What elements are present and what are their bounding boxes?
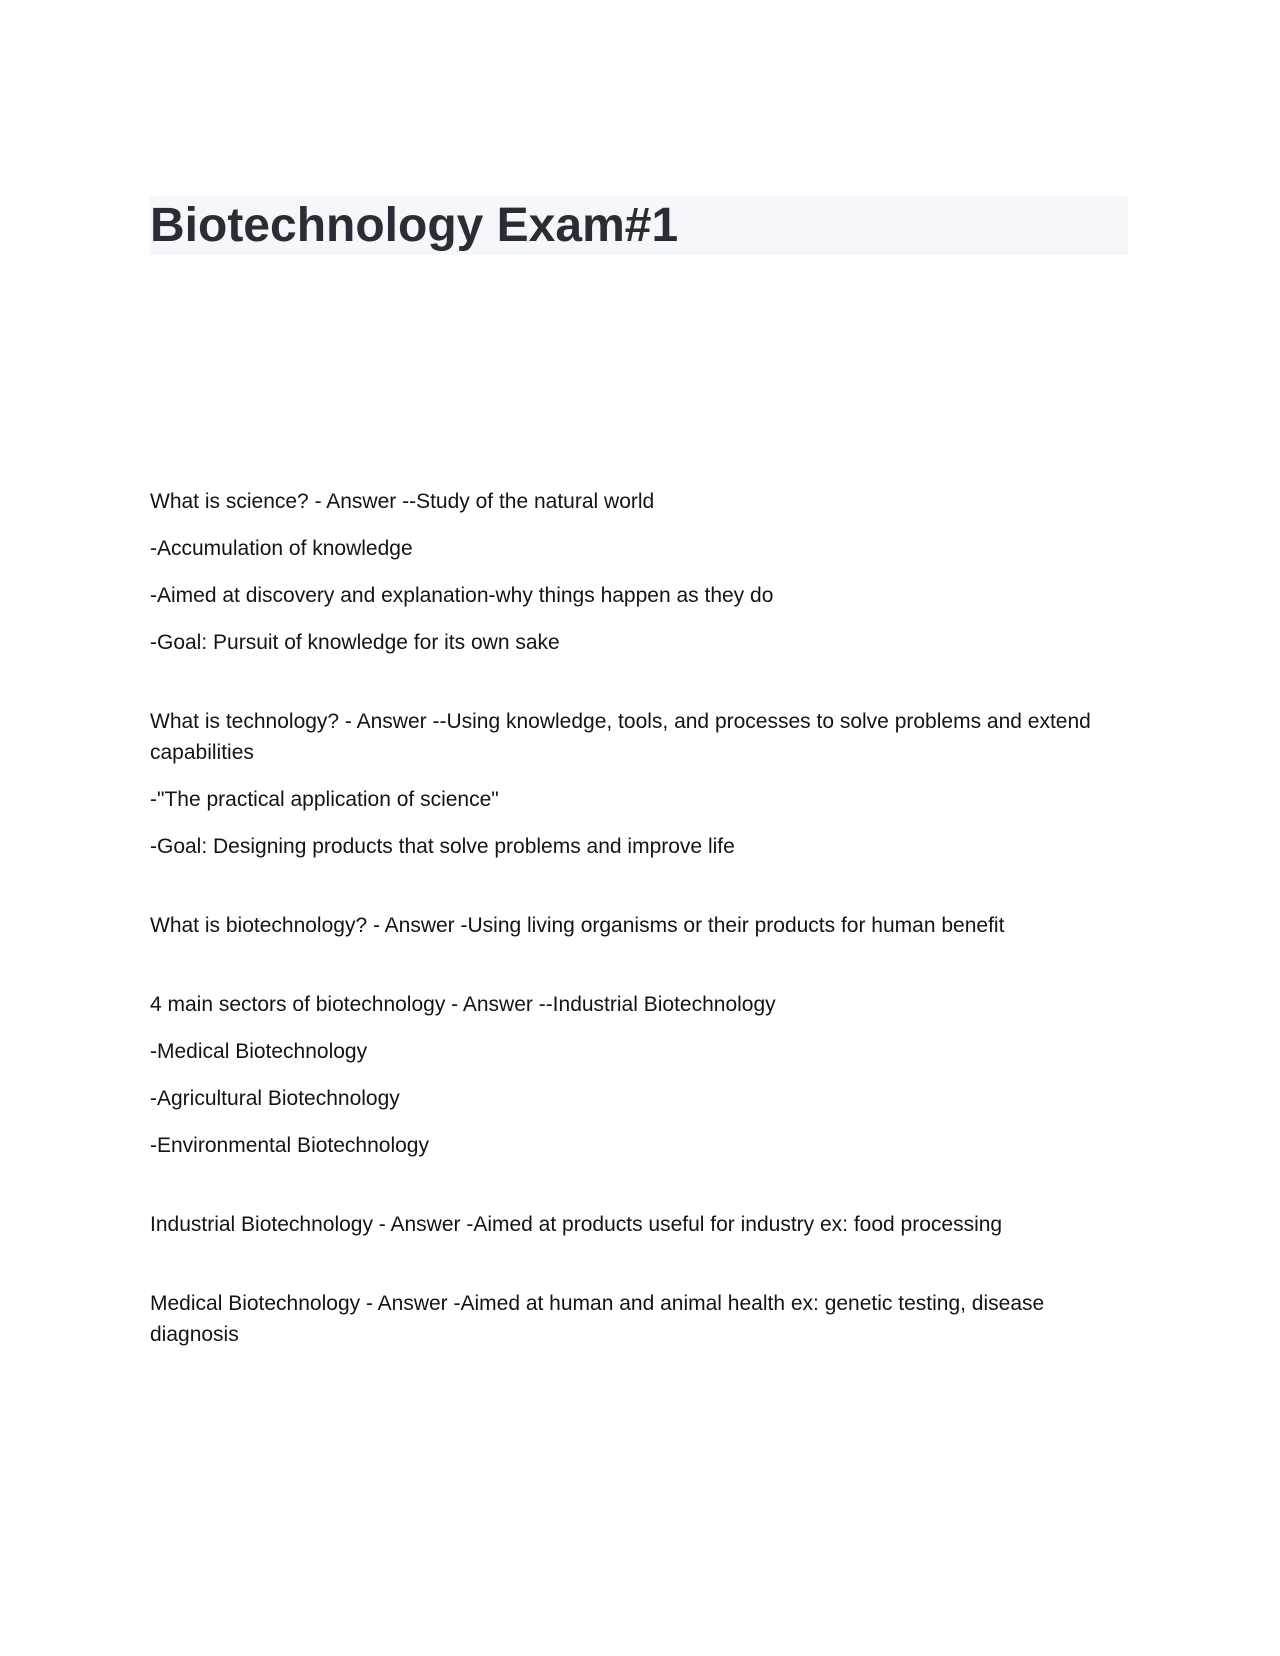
qa-entry-biotechnology [150, 910, 1110, 941]
entry-line: Medical Biotechnology - Answer -Aimed at human and animal health ex: genetic testing, disease diagnosis [150, 1292, 1045, 1346]
entry-line: -"The practical application of science" [150, 788, 499, 811]
document-body [150, 486, 1110, 1398]
qa-entry-industrial [150, 1209, 1110, 1240]
entry-line: -Aimed at discovery and explanation-why things happen as they do [150, 584, 774, 607]
entry-line: What is science? - Answer --Study of the natural world [150, 490, 655, 513]
entry-line: What is biotechnology? - Answer -Using living organisms or their products for human benefit [150, 914, 1005, 937]
entry-line: -Agricultural Biotechnology [150, 1087, 400, 1110]
qa-entry-technology [150, 706, 1110, 862]
qa-entry-sectors [150, 989, 1110, 1161]
entry-line: What is technology? - Answer --Using knowledge, tools, and processes to solve problems and extend capabilities [150, 710, 1091, 764]
qa-entry-medical [150, 1288, 1110, 1350]
document-title: Biotechnology Exam#1 [150, 199, 679, 252]
entry-line: -Medical Biotechnology [150, 1040, 368, 1063]
qa-entry-science [150, 486, 1110, 658]
entry-line: -Goal: Designing products that solve problems and improve life [150, 835, 735, 858]
entry-line: 4 main sectors of biotechnology - Answer --Industrial Biotechnology [150, 993, 776, 1016]
entry-line: -Accumulation of knowledge [150, 537, 413, 560]
entry-line: -Goal: Pursuit of knowledge for its own sake [150, 631, 560, 654]
entry-line: Industrial Biotechnology - Answer -Aimed at products useful for industry ex: food processing [150, 1213, 1003, 1236]
entry-line: -Environmental Biotechnology [150, 1134, 429, 1157]
